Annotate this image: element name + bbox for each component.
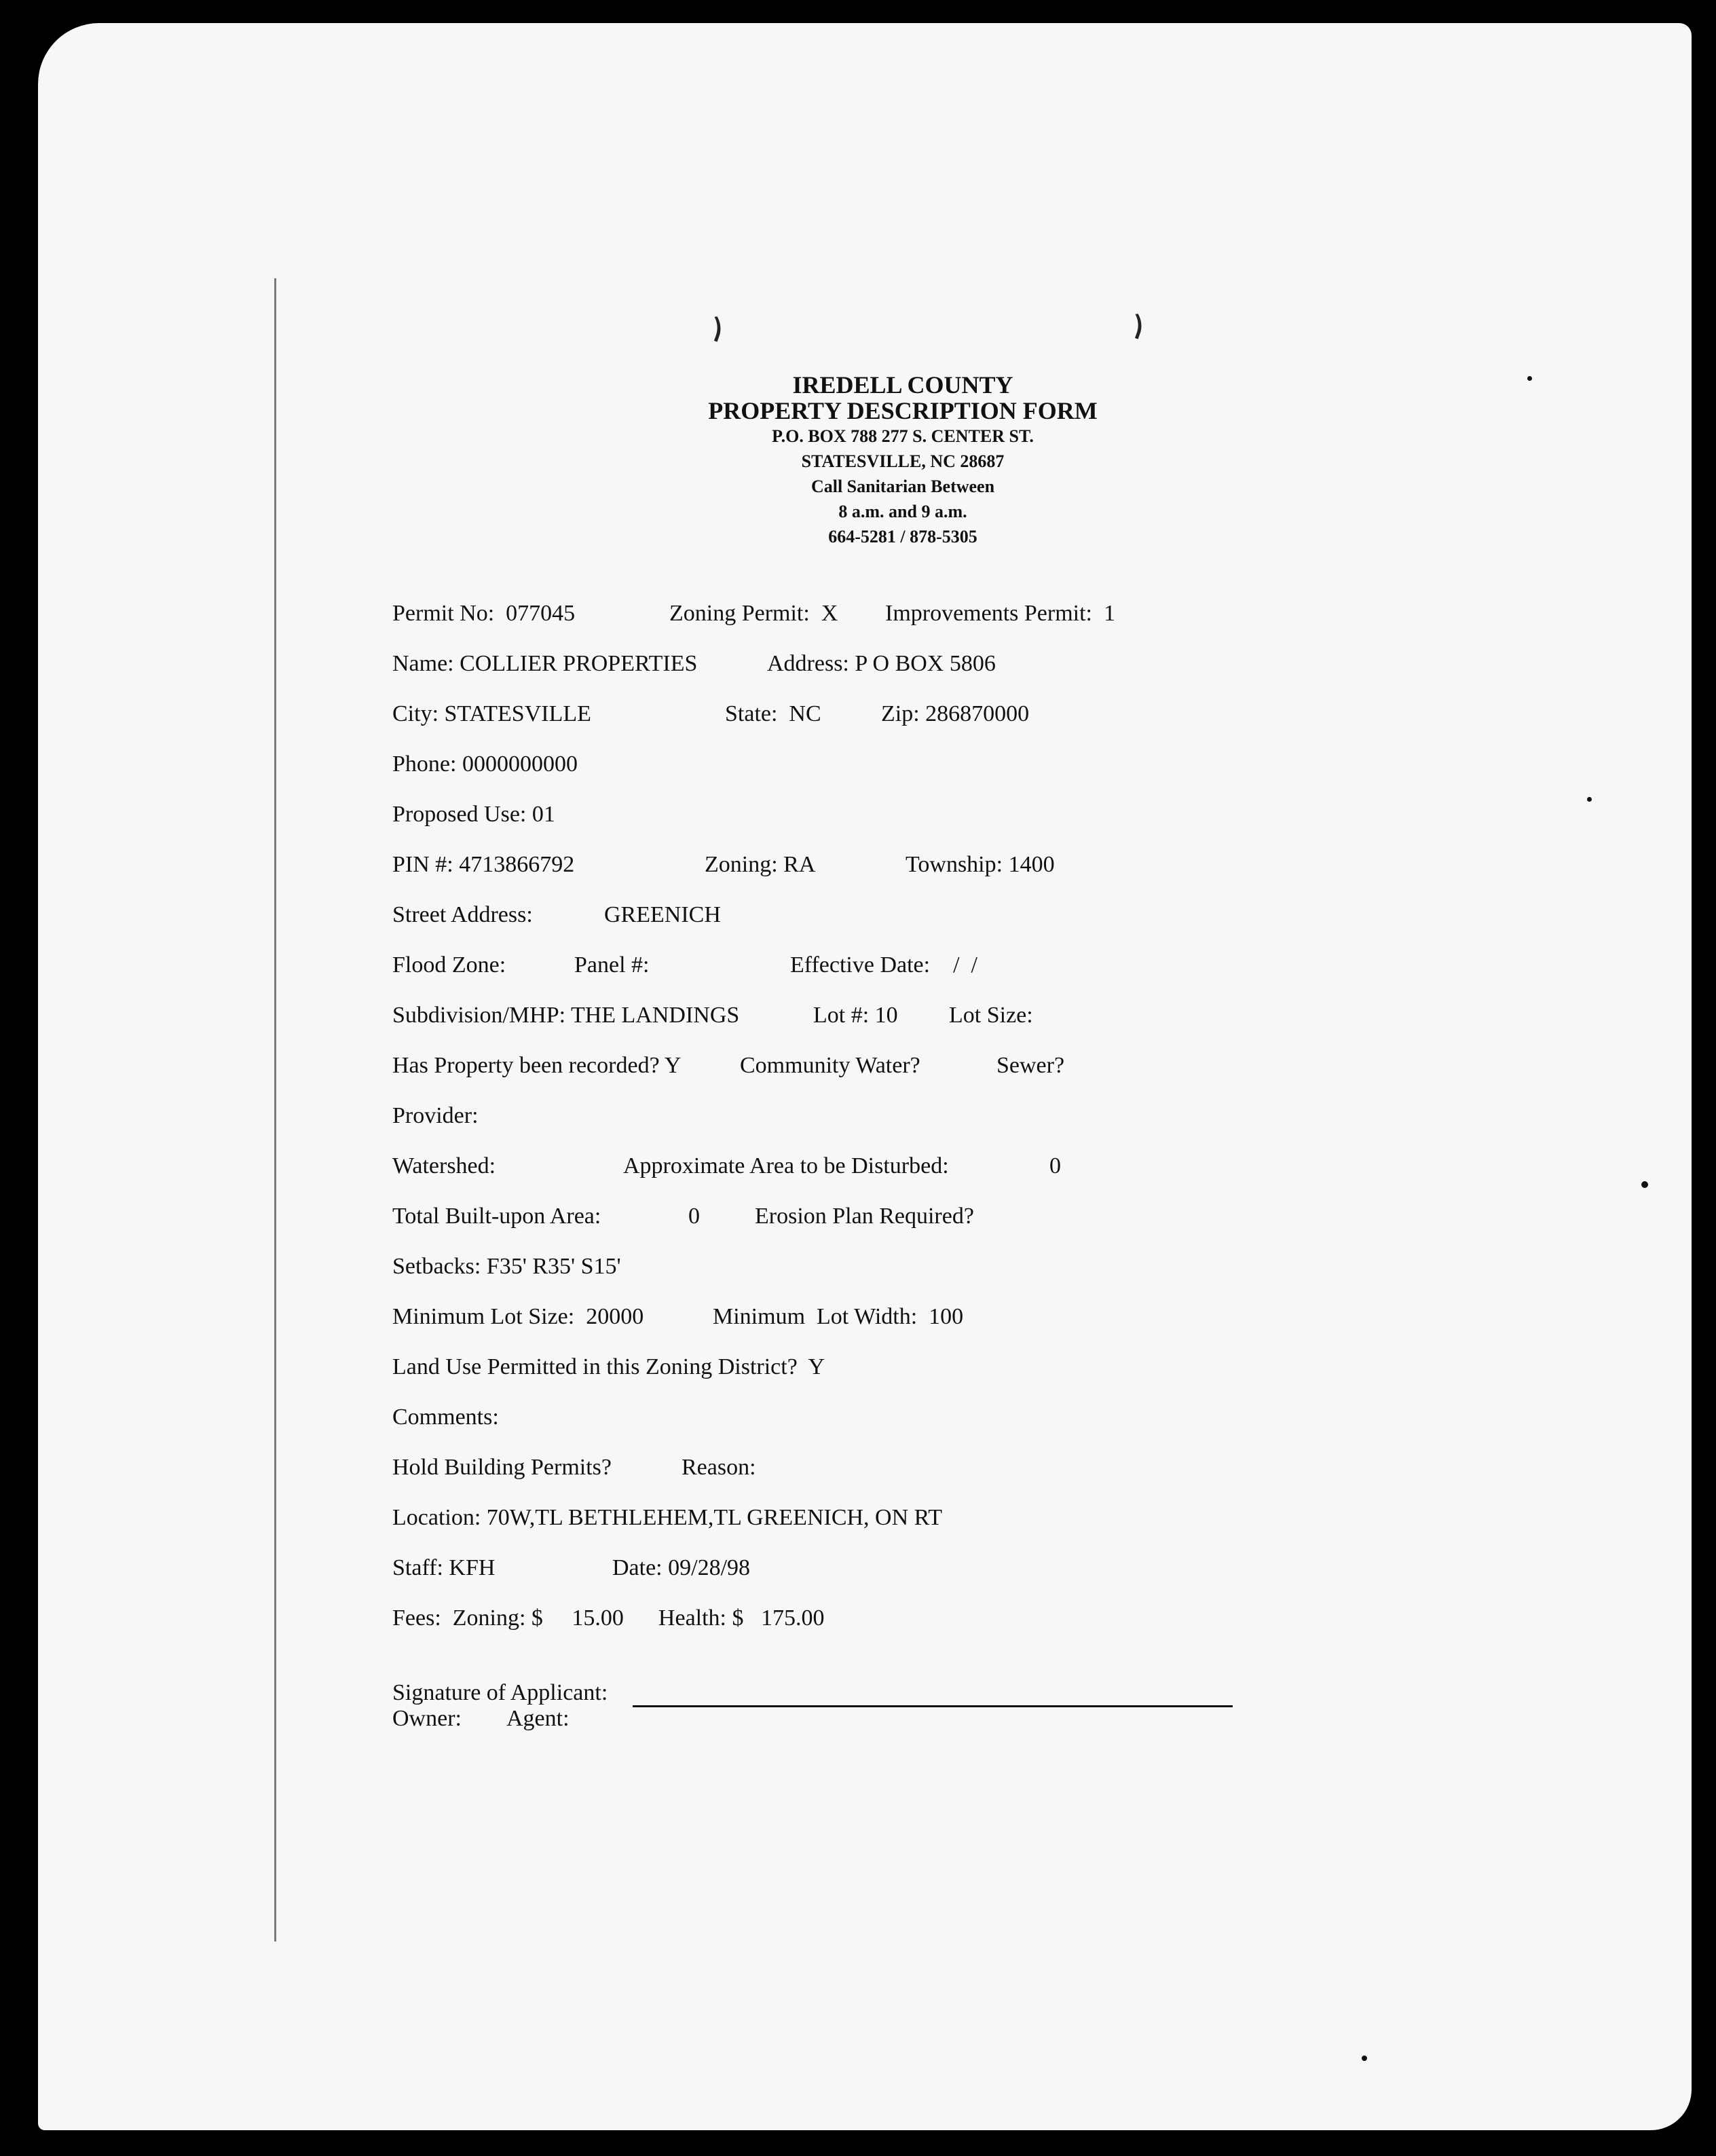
signature-line bbox=[633, 1705, 1233, 1707]
property-recorded: Has Property been recorded? Y bbox=[392, 1053, 682, 1078]
form-title: PROPERTY DESCRIPTION FORM bbox=[708, 397, 1098, 424]
call-hours: 8 a.m. and 9 a.m. bbox=[838, 502, 967, 521]
fees: Fees: Zoning: $ 15.00 Health: $ 175.00 bbox=[392, 1605, 825, 1631]
location: Location: 70W,TL BETHLEHEM,TL GREENICH, ON RT bbox=[392, 1505, 943, 1530]
zip: Zip: 286870000 bbox=[881, 701, 1030, 726]
permit-number: Permit No: 077045 bbox=[392, 601, 576, 626]
date: Date: 09/28/98 bbox=[612, 1555, 751, 1580]
state: State: NC bbox=[725, 701, 821, 726]
panel-number: Panel #: bbox=[574, 952, 650, 978]
subdivision: Subdivision/MHP: THE LANDINGS bbox=[392, 1003, 740, 1028]
provider: Provider: bbox=[392, 1103, 479, 1128]
approx-area-value: 0 bbox=[1049, 1153, 1061, 1178]
staff: Staff: KFH bbox=[392, 1555, 496, 1580]
city: City: STATESVILLE bbox=[392, 701, 591, 726]
margin-line bbox=[274, 278, 276, 1941]
effective-date: Effective Date: / / bbox=[790, 952, 977, 978]
speck bbox=[1527, 376, 1532, 381]
flood-zone: Flood Zone: bbox=[392, 952, 506, 978]
minimum-lot-width: Minimum Lot Width: 100 bbox=[713, 1304, 964, 1329]
minimum-lot-size: Minimum Lot Size: 20000 bbox=[392, 1304, 644, 1329]
pin-number: PIN #: 4713866792 bbox=[392, 852, 575, 877]
office-city: STATESVILLE, NC 28687 bbox=[801, 451, 1005, 471]
erosion-plan: Erosion Plan Required? bbox=[755, 1204, 974, 1229]
township: Township: 1400 bbox=[906, 852, 1055, 877]
county-title: IREDELL COUNTY bbox=[792, 371, 1013, 398]
street-address-label: Street Address: bbox=[392, 902, 533, 927]
comments: Comments: bbox=[392, 1405, 499, 1430]
proposed-use: Proposed Use: 01 bbox=[392, 802, 555, 827]
speck bbox=[1362, 2056, 1367, 2061]
speck bbox=[1641, 1181, 1648, 1188]
built-upon-value: 0 bbox=[688, 1204, 700, 1229]
owner-label: Owner: bbox=[392, 1706, 462, 1731]
signature-label: Signature of Applicant: bbox=[392, 1680, 608, 1705]
street-address-value: GREENICH bbox=[604, 902, 721, 927]
phone: Phone: 0000000000 bbox=[392, 751, 578, 777]
reason: Reason: bbox=[682, 1455, 756, 1480]
hold-building-permits: Hold Building Permits? bbox=[392, 1455, 612, 1480]
owner-name: Name: COLLIER PROPERTIES bbox=[392, 651, 698, 676]
lot-size: Lot Size: bbox=[949, 1003, 1033, 1028]
setbacks: Setbacks: F35' R35' S15' bbox=[392, 1254, 621, 1279]
watershed: Watershed: bbox=[392, 1153, 496, 1178]
approx-area-label: Approximate Area to be Disturbed: bbox=[623, 1153, 949, 1178]
office-phone: 664-5281 / 878-5305 bbox=[828, 527, 977, 546]
speck bbox=[1587, 797, 1592, 802]
built-upon-label: Total Built-upon Area: bbox=[392, 1204, 601, 1229]
zoning: Zoning: RA bbox=[705, 852, 816, 877]
office-address: P.O. BOX 788 277 S. CENTER ST. bbox=[772, 426, 1034, 446]
improvements-permit: Improvements Permit: 1 bbox=[885, 601, 1116, 626]
lot-number: Lot #: 10 bbox=[813, 1003, 898, 1028]
zoning-permit: Zoning Permit: X bbox=[669, 601, 838, 626]
land-use-permitted: Land Use Permitted in this Zoning District? Y bbox=[392, 1354, 825, 1379]
sewer: Sewer? bbox=[996, 1053, 1065, 1078]
call-instructions: Call Sanitarian Between bbox=[810, 477, 995, 496]
owner-address: Address: P O BOX 5806 bbox=[767, 651, 996, 676]
community-water: Community Water? bbox=[740, 1053, 920, 1078]
agent-label: Agent: bbox=[506, 1706, 570, 1731]
form-header bbox=[611, 372, 1195, 549]
